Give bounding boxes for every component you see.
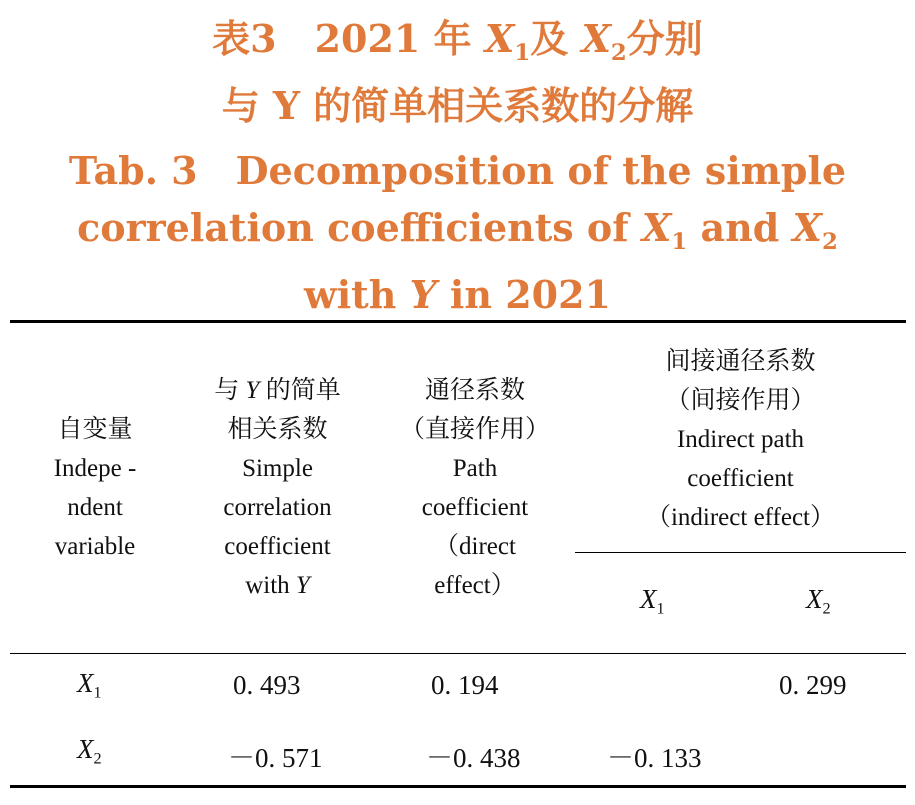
row2-variable: [77, 734, 102, 768]
row1-path-coefficient: 0. 194: [431, 670, 499, 700]
row-var: X: [77, 668, 94, 698]
header-var-y: Y: [295, 572, 310, 599]
row2-indirect-x1: －0. 133: [607, 743, 702, 773]
caption-sub: 1: [671, 228, 688, 255]
caption-en-part: in 2021: [436, 272, 611, 317]
header-bottom-rule: [10, 653, 906, 654]
header-part: 的简单: [259, 377, 341, 404]
header-text: Indirect path: [676, 426, 805, 453]
caption-sub: 2: [821, 228, 838, 255]
row-var-sub: 1: [93, 683, 102, 702]
caption-sub: 2: [610, 39, 627, 66]
subheader-var: X: [640, 584, 657, 614]
header-text: （indirect effect）: [645, 504, 836, 531]
header-text: variable: [54, 533, 136, 560]
header-text: [180, 566, 375, 605]
caption-zh-part: 表3 2021 年: [212, 16, 485, 61]
header-simple-correlation: [180, 371, 375, 605]
caption-en-line2: [0, 205, 915, 255]
caption-en-line1: Tab. 3 Decomposition of the simple: [68, 148, 847, 193]
header-text: coefficient: [687, 465, 794, 492]
header-text: （direct: [434, 533, 516, 560]
subheader-sub: 2: [822, 599, 831, 618]
row-var-sub: 2: [93, 749, 102, 768]
header-text: 相关系数: [227, 416, 328, 443]
caption-en-line3: [0, 272, 915, 317]
caption-var-x1: X: [484, 16, 515, 61]
header-text: coefficient: [421, 494, 529, 521]
header-part: with: [245, 572, 296, 599]
caption-var-x2: X: [581, 16, 611, 61]
header-text: Simple: [242, 455, 313, 482]
caption-sub: 1: [514, 39, 531, 66]
header-text: coefficient: [224, 533, 331, 560]
caption-var-x1: X: [641, 205, 672, 250]
caption-zh-part: 及: [530, 16, 582, 61]
row1-indirect-x2: 0. 299: [779, 670, 847, 700]
row2-path-coefficient: －0. 438: [426, 743, 521, 773]
header-independent-variable: [20, 410, 170, 566]
caption-var-x2: X: [792, 205, 822, 250]
row1-variable: [77, 668, 102, 702]
subheader-x1: [640, 584, 665, 618]
bottom-rule: [10, 785, 906, 788]
header-var-y: Y: [245, 377, 260, 404]
row-var: X: [77, 734, 94, 764]
header-text: Indepe -: [53, 455, 137, 482]
caption-zh-line1: [0, 8, 915, 66]
caption-var-y: Y: [409, 272, 437, 317]
header-text: 自变量: [57, 416, 133, 443]
subheader-var: X: [806, 584, 823, 614]
caption-en-part: with: [304, 272, 410, 317]
row1-simple-correlation: 0. 493: [233, 670, 301, 700]
row2-simple-correlation: －0. 571: [228, 743, 323, 773]
top-rule: [10, 320, 906, 323]
header-text: [180, 371, 375, 410]
caption-en-part: and: [687, 205, 793, 250]
header-text: 通径系数: [424, 377, 525, 404]
subheader-x2: [806, 584, 831, 618]
indirect-subheader-rule: [575, 552, 906, 553]
header-part: 与: [214, 377, 246, 404]
header-path-coefficient: [380, 371, 570, 605]
header-text: ndent: [67, 494, 123, 521]
header-text: Path: [452, 455, 498, 482]
caption-zh-line2: 与 Y 的简单相关系数的分解: [221, 83, 694, 128]
header-text: （直接作用）: [399, 416, 550, 443]
header-text: 间接通径系数: [665, 348, 816, 375]
subheader-sub: 1: [656, 599, 665, 618]
header-text: （间接作用）: [665, 387, 816, 414]
caption-zh-part: 分别: [626, 16, 703, 61]
header-text: effect）: [434, 572, 516, 599]
caption-en-part: correlation coefficients of: [77, 205, 642, 250]
header-text: correlation: [223, 494, 332, 521]
header-indirect-path: [575, 342, 906, 537]
